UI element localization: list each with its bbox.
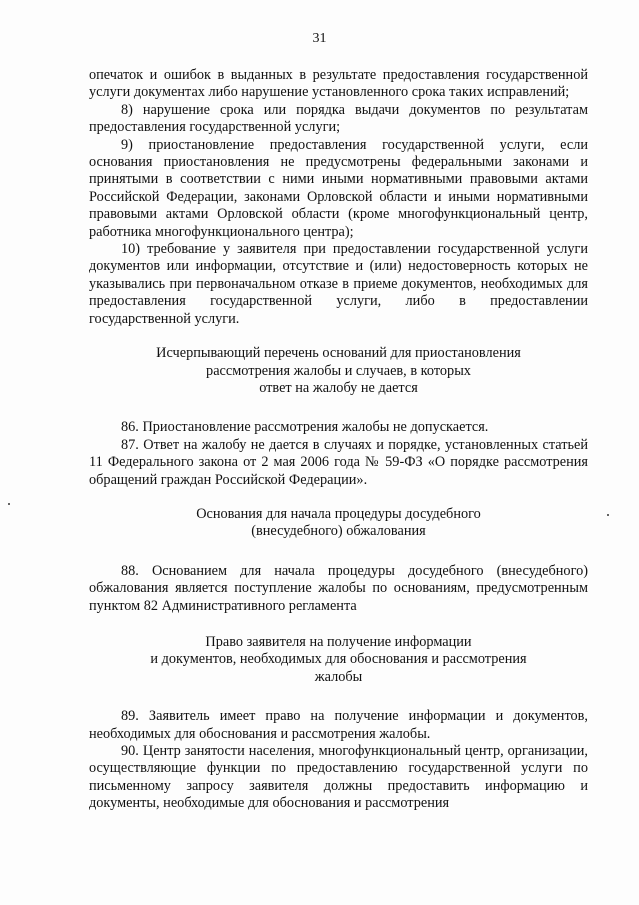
- section-heading-suspension: [89, 345, 588, 397]
- heading-line: рассмотрения жалобы и случаев, в которых: [206, 362, 471, 379]
- scan-speck: [607, 514, 609, 516]
- paragraph-89: 89. Заявитель имеет право на получение информации и документов, необходимых для обоснования и рассмотрения жалобы.: [89, 708, 588, 742]
- paragraph-item-8: 8) нарушение срока или порядка выдачи документов по результатам предоставления государственной услуги;: [89, 101, 588, 136]
- section-heading-right-to-information: [89, 634, 588, 686]
- paragraph-86: 86. Приостановление рассмотрения жалобы не допускается.: [121, 419, 489, 436]
- heading-line: и документов, необходимых для обоснования и рассмотрения: [150, 651, 527, 668]
- page-content: [89, 67, 588, 813]
- paragraph-90: 90. Центр занятости населения, многофункциональный центр, организации, осуществляющие функции по предоставлению государственной услуги по письменному запросу заявителя должны предоставить информацию и документы, необходимые для обоснования и рассмотрения: [89, 743, 588, 812]
- scan-speck: [8, 503, 10, 505]
- heading-line: Исчерпывающий перечень оснований для приостановления: [156, 345, 521, 362]
- heading-line: жалобы: [314, 668, 363, 685]
- paragraph-continuation: опечаток и ошибок в выданных в результате предоставления государственной услуги документах либо нарушение установленного срока таких исправлений;: [89, 67, 588, 101]
- heading-line: Основания для начала процедуры досудебного: [196, 505, 481, 522]
- paragraph-88: 88. Основанием для начала процедуры досудебного (внесудебного) обжалования является поступление жалобы по основаниям, предусмотренным пунктом 82 Административного регламента: [89, 562, 588, 614]
- heading-line: ответ на жалобу не дается: [259, 379, 418, 396]
- section-heading-grounds: [89, 506, 588, 541]
- heading-line: (внесудебного) обжалования: [251, 523, 426, 540]
- page-number: 31: [312, 31, 327, 46]
- paragraph-87: 87. Ответ на жалобу не дается в случаях и порядке, установленных статьей 11 Федерального закона от 2 мая 2006 года № 59-ФЗ «О порядке рассмотрения обращений граждан Российской Федерации».: [89, 436, 588, 488]
- paragraph-item-10: 10) требование у заявителя при предоставлении государственной услуги документов или информации, отсутствие и (или) недостоверность которых не указывались при первоначальном отказе в приеме документов, необходимых для предоставления государственной услуги, либо в предоставлении государственной услуги.: [89, 241, 588, 327]
- heading-line: Право заявителя на получение информации: [205, 633, 472, 650]
- paragraph-item-9: 9) приостановление предоставления государственной услуги, если основания приостановления не предусмотрены федеральными законами и принятыми в соответствии с ними иными нормативными правовыми актами Российской Федерации, законами Орловской области и иными нормативными правовыми актами Орловской области (кроме многофункциональный центр, работника многофункционального центра);: [89, 136, 588, 240]
